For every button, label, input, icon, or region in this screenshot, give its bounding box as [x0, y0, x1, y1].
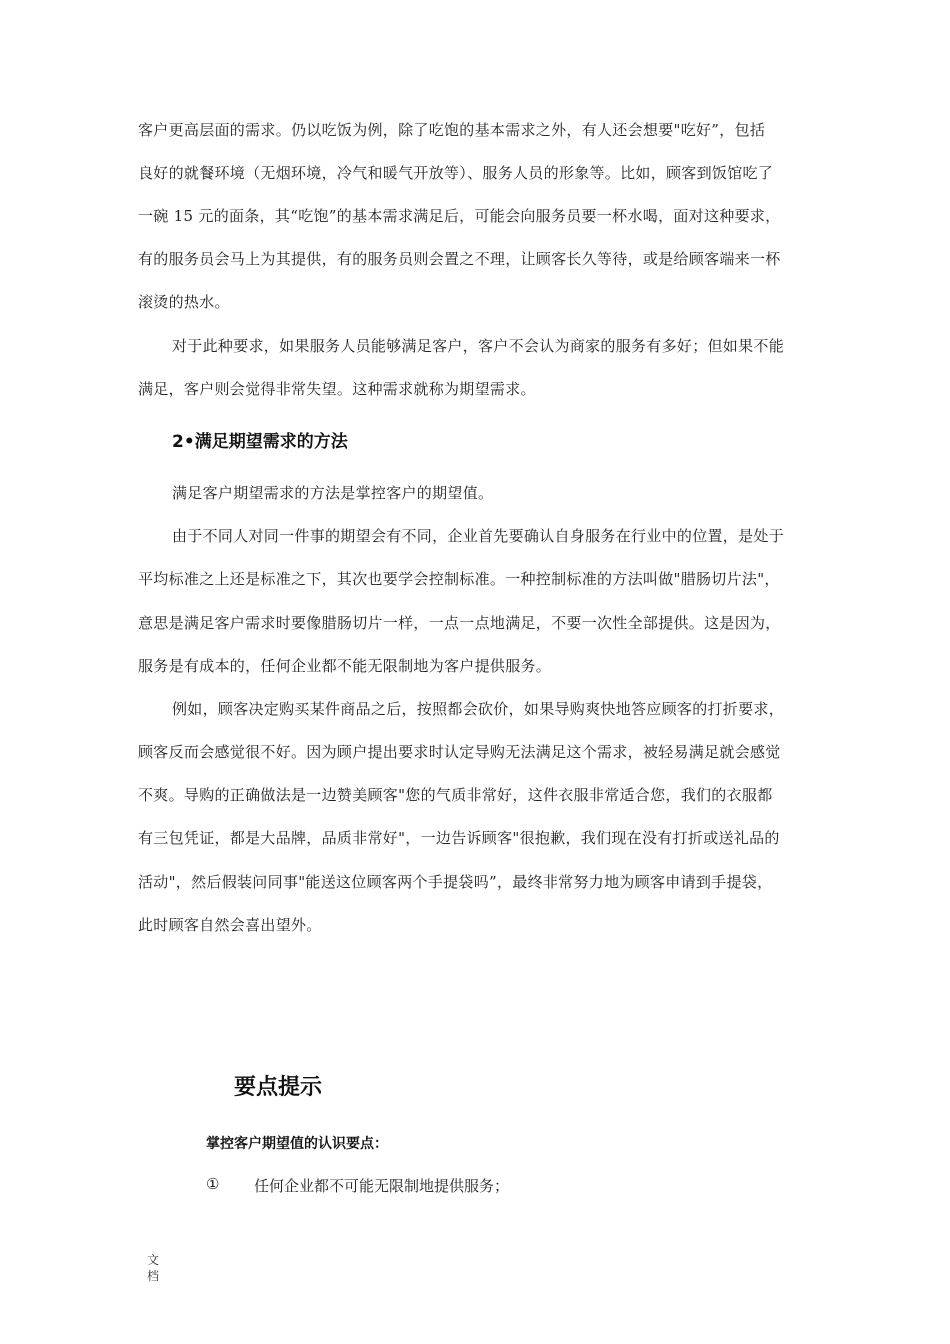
paragraph-line: 服务是有成本的，任何企业都不能无限制地为客户提供服务。: [138, 657, 552, 675]
paragraph-line: 客户更高层面的需求。仍以吃饭为例，除了吃饱的基本需求之外，有人还会想要"吃好”，包括: [138, 121, 766, 139]
paragraph-line: 对于此种要求，如果服务人员能够满足客户，客户不会认为商家的服务有多好；但如果不能: [172, 337, 785, 355]
paragraph-line: 满足客户期望需求的方法是掌控客户的期望值。: [172, 484, 494, 502]
paragraph-line: 不爽。导购的正确做法是一边赞美顾客"您的气质非常好，这件衣服非常适合您，我们的衣服都: [138, 786, 773, 804]
list-marker: ①: [206, 1175, 220, 1193]
paragraph-line: 有的服务员会马上为其提供，有的服务员则会置之不理，让顾客长久等待，或是给顾客端来一杯: [138, 250, 781, 268]
tips-subtitle: 掌控客户期望值的认识要点：: [206, 1136, 388, 1152]
paragraph-line: 由于不同人对同一件事的期望会有不同，企业首先要确认自身服务在行业中的位置，是处于: [172, 527, 785, 545]
paragraph-line: 有三包凭证，都是大品牌，品质非常好"，一边告诉顾客"很抱歉，我们现在没有打折或送礼品的: [138, 829, 780, 847]
paragraph-line: 满足，客户则会觉得非常失望。这种需求就称为期望需求。: [138, 380, 536, 398]
paragraph-line: 平均标准之上还是标准之下，其次也要学会控制标准。一种控制标准的方法叫做"腊肠切片法"，: [138, 570, 780, 588]
paragraph-line: 活动"，然后假装问同事"能送这位顾客两个手提袋吗”，最终非常努力地为顾客申请到手提袋，: [138, 873, 773, 891]
section-heading: 2•满足期望需求的方法: [172, 432, 348, 452]
paragraph-line: 良好的就餐环境（无烟环境，冷气和暖气开放等）、服务人员的形象等。比如，顾客到饭馆吃了: [138, 164, 774, 182]
paragraph-line: 此时顾客自然会喜出望外。: [138, 916, 322, 934]
footer-char: 档: [146, 1269, 159, 1283]
paragraph-line: 例如，顾客决定购买某件商品之后，按照都会砍价，如果导购爽快地答应顾客的打折要求，: [172, 700, 785, 718]
paragraph-line: 意思是满足客户需求时要像腊肠切片一样，一点一点地满足，不要一次性全部提供。这是因为，: [138, 614, 781, 632]
list-item: 任何企业都不可能无限制地提供服务；: [254, 1177, 510, 1195]
paragraph-line: 一碗 15 元的面条，其“吃饱”的基本需求满足后，可能会向服务员要一杯水喝，面对这种要求，: [138, 207, 781, 225]
page-footer: [146, 1252, 160, 1284]
paragraph-line: 顾客反而会感觉很不好。因为顾户提出要求时认定导购无法满足这个需求，被轻易满足就会感觉: [138, 743, 781, 761]
tips-title: 要点提示: [234, 1075, 323, 1100]
footer-char: 文: [146, 1253, 159, 1267]
paragraph-line: 滚烫的热水。: [138, 293, 230, 311]
